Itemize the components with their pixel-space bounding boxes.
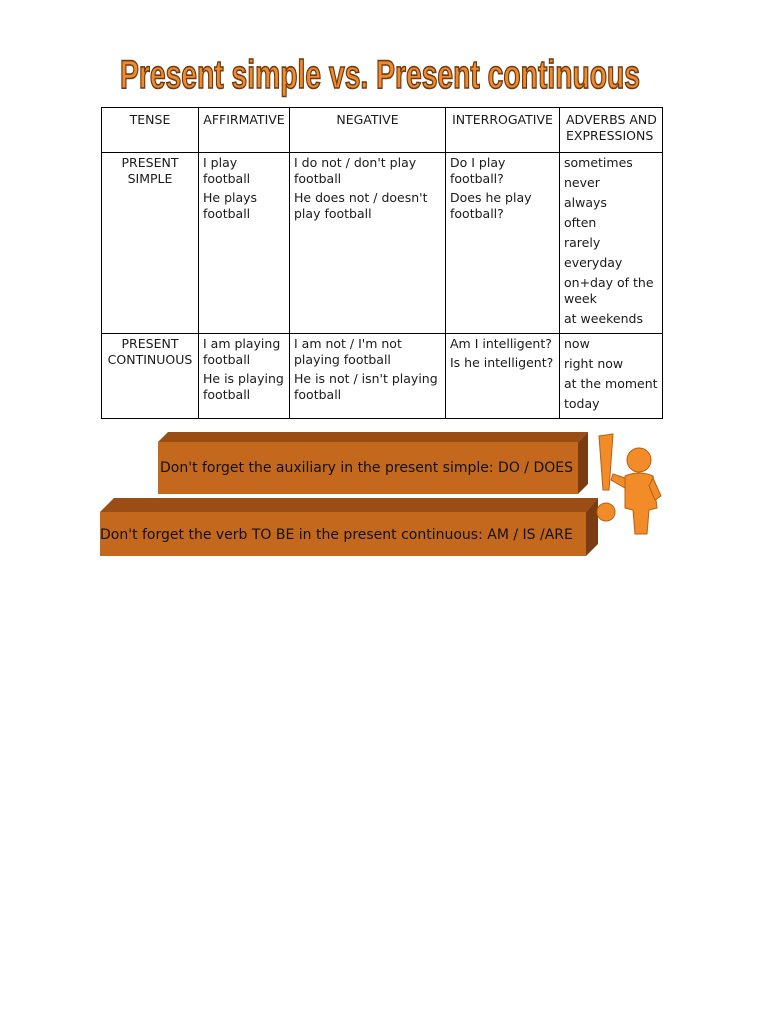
page-title (100, 42, 660, 104)
page-title-text: Present simple vs. Present continuous (120, 53, 640, 97)
reminder-banner-auxiliary (158, 432, 590, 496)
table-row (102, 153, 663, 334)
example-sentence: I play football (203, 155, 251, 186)
example-sentence: Am I intelligent? (450, 336, 552, 351)
table-header-row (102, 108, 663, 153)
adverbs-cell (560, 153, 663, 334)
table-row (102, 334, 663, 419)
header-adverbs: ADVERBS AND EXPRESSIONS (560, 108, 663, 153)
exclamation-figure-icon (595, 430, 665, 542)
adverb-item: always (564, 195, 607, 210)
grammar-table (101, 107, 663, 419)
example-sentence: He is playing football (203, 371, 284, 402)
header-affirmative: AFFIRMATIVE (199, 108, 290, 153)
example-sentence: Do I play football? (450, 155, 506, 186)
adverb-item: right now (564, 356, 624, 371)
interrogative-cell (446, 334, 560, 419)
affirmative-cell (199, 334, 290, 419)
example-sentence: He is not / isn't playing football (294, 371, 438, 402)
header-negative: NEGATIVE (290, 108, 446, 153)
adverb-item: never (564, 175, 600, 190)
adverb-item: at weekends (564, 311, 643, 326)
reminder-text-auxiliary: Don't forget the auxiliary in the present simple: DO / DOES (160, 460, 573, 476)
reminder-text-to-be: Don't forget the verb TO BE in the present continuous: AM / IS /ARE (100, 527, 573, 543)
affirmative-cell (199, 153, 290, 334)
reminder-banner-to-be (100, 498, 600, 558)
tense-cell: PRESENT SIMPLE (102, 153, 199, 334)
header-tense: TENSE (102, 108, 199, 153)
interrogative-cell (446, 153, 560, 334)
example-sentence: He plays football (203, 190, 258, 221)
adverb-item: rarely (564, 235, 601, 250)
adverb-item: at the moment (564, 376, 658, 391)
adverb-item: sometimes (564, 155, 633, 170)
negative-cell (290, 153, 446, 334)
tense-cell: PRESENT CONTINUOUS (102, 334, 199, 419)
adverb-item: now (564, 336, 590, 351)
negative-cell (290, 334, 446, 419)
header-interrogative: INTERROGATIVE (446, 108, 560, 153)
example-sentence: I do not / don't play football (294, 155, 417, 186)
example-sentence: I am playing football (203, 336, 281, 367)
example-sentence: Is he intelligent? (450, 355, 554, 370)
adverb-item: often (564, 215, 597, 230)
adverb-item: everyday (564, 255, 623, 270)
example-sentence: Does he play football? (450, 190, 532, 221)
example-sentence: I am not / I'm not playing football (294, 336, 402, 367)
adverbs-cell (560, 334, 663, 419)
example-sentence: He does not / doesn't play football (294, 190, 428, 221)
adverb-item: on+day of the week (564, 275, 654, 306)
adverb-item: today (564, 396, 600, 411)
